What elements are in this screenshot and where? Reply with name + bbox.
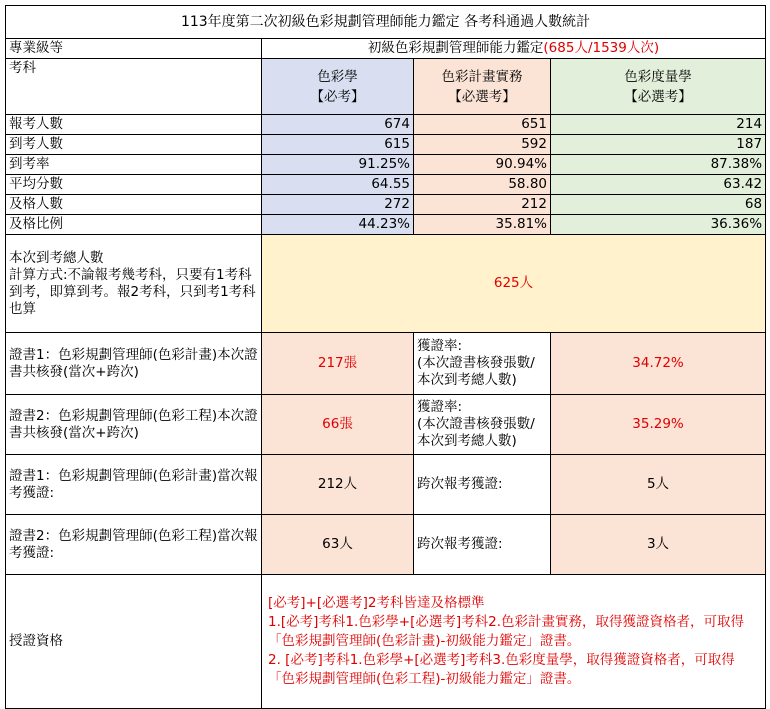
cert-count: 217張 [262,333,414,395]
cert-row [6,333,766,395]
session-row [6,515,766,575]
stat-value: 212 [414,195,551,215]
qualification-row [6,575,766,709]
stat-value: 44.23% [262,215,414,235]
cross-label: 跨次報考獲證: [414,455,551,515]
stat-value: 35.81% [414,215,551,235]
stat-value: 91.25% [262,155,414,175]
stat-value: 36.36% [551,215,766,235]
cross-count: 5人 [551,455,766,515]
statistics-table [5,5,766,709]
cert-count: 66張 [262,395,414,455]
stat-value: 63.42 [551,175,766,195]
subject-1 [262,59,414,115]
cross-label: 跨次報考獲證: [414,515,551,575]
stat-label: 報考人數 [6,115,262,135]
stat-row [6,155,766,175]
cert-rate-label: 獲證率: (本次證書核發張數/本次到考總人數) [414,395,551,455]
stat-value: 68 [551,195,766,215]
qualification-line: [必考]+[必選考]2考科皆達及格標準 [268,595,485,611]
stat-value: 651 [414,115,551,135]
subject-3 [551,59,766,115]
session-count: 212人 [262,455,414,515]
stat-value: 592 [414,135,551,155]
qualification-text [262,575,766,709]
subject-label: 考科 [6,59,262,115]
session-label: 證書1：色彩規劃管理師(色彩計畫)當次報考獲證: [6,455,262,515]
qualification-line: 2. [必考]考科1.色彩學+[必選考]考科3.色彩度量學，取得獲證資格者，可取得「色彩規劃管理師(色彩工程)-初級能力鑑定」證書。 [268,652,735,687]
session-label: 證書2：色彩規劃管理師(色彩工程)當次報考獲證: [6,515,262,575]
cert-rate: 35.29% [551,395,766,455]
subject-1-type: 【必考】 [310,88,365,105]
cert-rate: 34.72% [551,333,766,395]
stat-row [6,195,766,215]
subject-2-type: 【必選考】 [448,88,516,105]
subject-row [6,59,766,115]
stat-row [6,215,766,235]
subject-1-name: 色彩學 [317,68,358,85]
level-value-cell [262,39,766,59]
stat-row [6,135,766,155]
cross-count: 3人 [551,515,766,575]
subject-2-name: 色彩計畫實務 [441,68,523,85]
cert-label: 證書1：色彩規劃管理師(色彩計畫)本次證書共核發(當次+跨次) [6,333,262,395]
stat-label: 及格人數 [6,195,262,215]
stat-value: 187 [551,135,766,155]
session-count: 63人 [262,515,414,575]
stat-row [6,175,766,195]
total-value: 625人 [262,235,766,333]
level-label: 專業級等 [6,39,262,59]
level-value: 初級色彩規劃管理師能力鑑定 [367,40,544,56]
level-row [6,39,766,59]
stat-row [6,115,766,135]
session-row [6,455,766,515]
subject-3-type: 【必選考】 [624,88,692,105]
stat-value: 674 [262,115,414,135]
stat-label: 到考人數 [6,135,262,155]
stat-value: 90.94% [414,155,551,175]
total-row [6,235,766,333]
subject-2 [414,59,551,115]
cert-label: 證書2：色彩規劃管理師(色彩工程)本次證書共核發(當次+跨次) [6,395,262,455]
title-row [6,6,766,39]
table-title: 113年度第二次初級色彩規劃管理師能力鑑定 各考科通過人數統計 [6,6,766,39]
stat-value: 272 [262,195,414,215]
stat-value: 214 [551,115,766,135]
stat-value: 87.38% [551,155,766,175]
stat-label: 及格比例 [6,215,262,235]
qualification-label: 授證資格 [6,575,262,709]
subject-3-name: 色彩度量學 [624,68,692,85]
stat-value: 64.55 [262,175,414,195]
level-stats: (685人/1539人次) [543,40,660,56]
stat-label: 到考率 [6,155,262,175]
stat-label: 平均分數 [6,175,262,195]
cert-row [6,395,766,455]
total-label: 本次到考總人數 計算方式:不論報考幾考科，只要有1考科到考，即算到考。報2考科，只到考1考科也算 [6,235,262,333]
cert-rate-label: 獲證率: (本次證書核發張數/本次到考總人數) [414,333,551,395]
qualification-line: 1.[必考]考科1.色彩學+[必選考]考科2.色彩計畫實務，取得獲證資格者，可取得「色彩規劃管理師(色彩計畫)-初級能力鑑定」證書。 [268,614,745,649]
stat-value: 615 [262,135,414,155]
stat-value: 58.80 [414,175,551,195]
